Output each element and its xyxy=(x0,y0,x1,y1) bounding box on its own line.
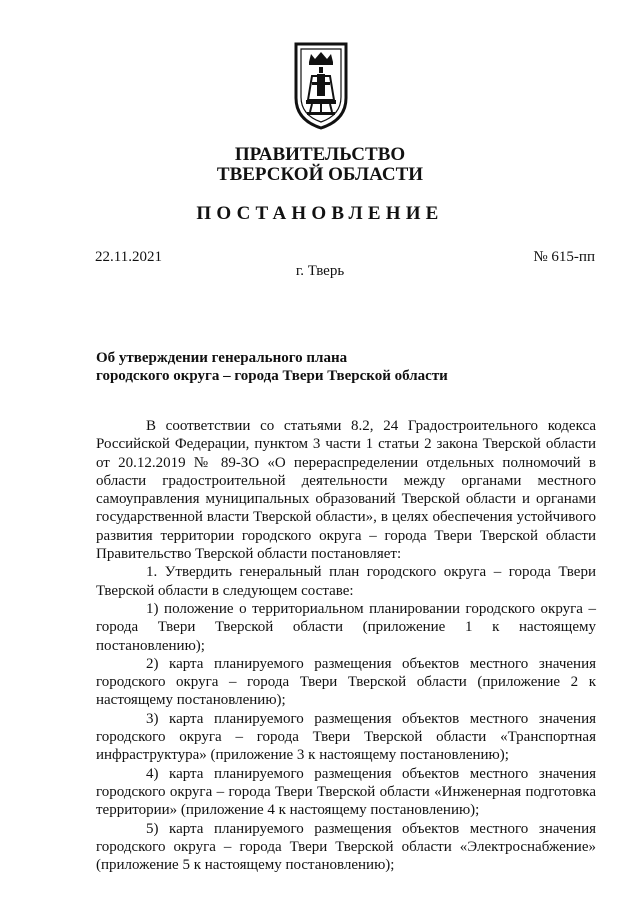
list-item: 1) положение о территориальном планировании городского округа – города Твери Тверской области (приложение 1 к настоящему постановлению); xyxy=(96,600,596,654)
list-item: 4) карта планируемого размещения объектов местного значения городского округа – города Твери Тверской области «Инженерная подготовка территории» (приложение 4 к настоящему постановлению); xyxy=(96,765,596,819)
list-item: 5) карта планируемого размещения объектов местного значения городского округа – города Твери Тверской области «Электроснабжение» (приложение 5 к настоящему постановлению); xyxy=(96,820,596,874)
list-item: 3) карта планируемого размещения объектов местного значения городского округа – города Твери Тверской области «Транспортная инфраструктура» (приложение 3 к настоящему постановлению); xyxy=(96,710,596,764)
preamble-paragraph: В соответствии со статьями 8.2, 24 Градостроительного кодекса Российской Федерации, пунктом 3 части 1 статьи 2 закона Тверской области от 20.12.2019 № 89-ЗО «О перераспределении отдельных полномочий в области градостроительной деятельности между органами местного самоуправления муниципальных образований Тверской области и органами государственной власти Тверской области», в целях обеспечения устойчивого развития территории городского округа – города Твери Тверской области Правительство Тверской области постановляет: xyxy=(96,418,596,563)
subject-line1: Об утверждении генерального плана xyxy=(96,350,348,366)
org-title-line2: ТВЕРСКОЙ ОБЛАСТИ xyxy=(216,164,424,185)
document-body xyxy=(96,417,596,874)
clause-1: 1. Утвердить генеральный план городского округа – города Твери Тверской области в следующем составе: xyxy=(96,564,596,599)
coat-of-arms-icon xyxy=(292,40,350,130)
document-date: 22.11.2021 xyxy=(95,249,162,265)
document-city: г. Тверь xyxy=(295,263,345,279)
document-type: ПОСТАНОВЛЕНИЕ xyxy=(196,203,444,224)
list-item: 2) карта планируемого размещения объектов местного значения городского округа – города Твери Тверской области (приложение 2 к настоящему постановлению); xyxy=(96,655,596,709)
document-subject xyxy=(96,349,448,385)
org-title-line1: ПРАВИТЕЛЬСТВО xyxy=(234,144,406,165)
subject-line2: городского округа – города Твери Тверской области xyxy=(96,368,448,384)
document-number: № 615-пп xyxy=(533,249,595,265)
